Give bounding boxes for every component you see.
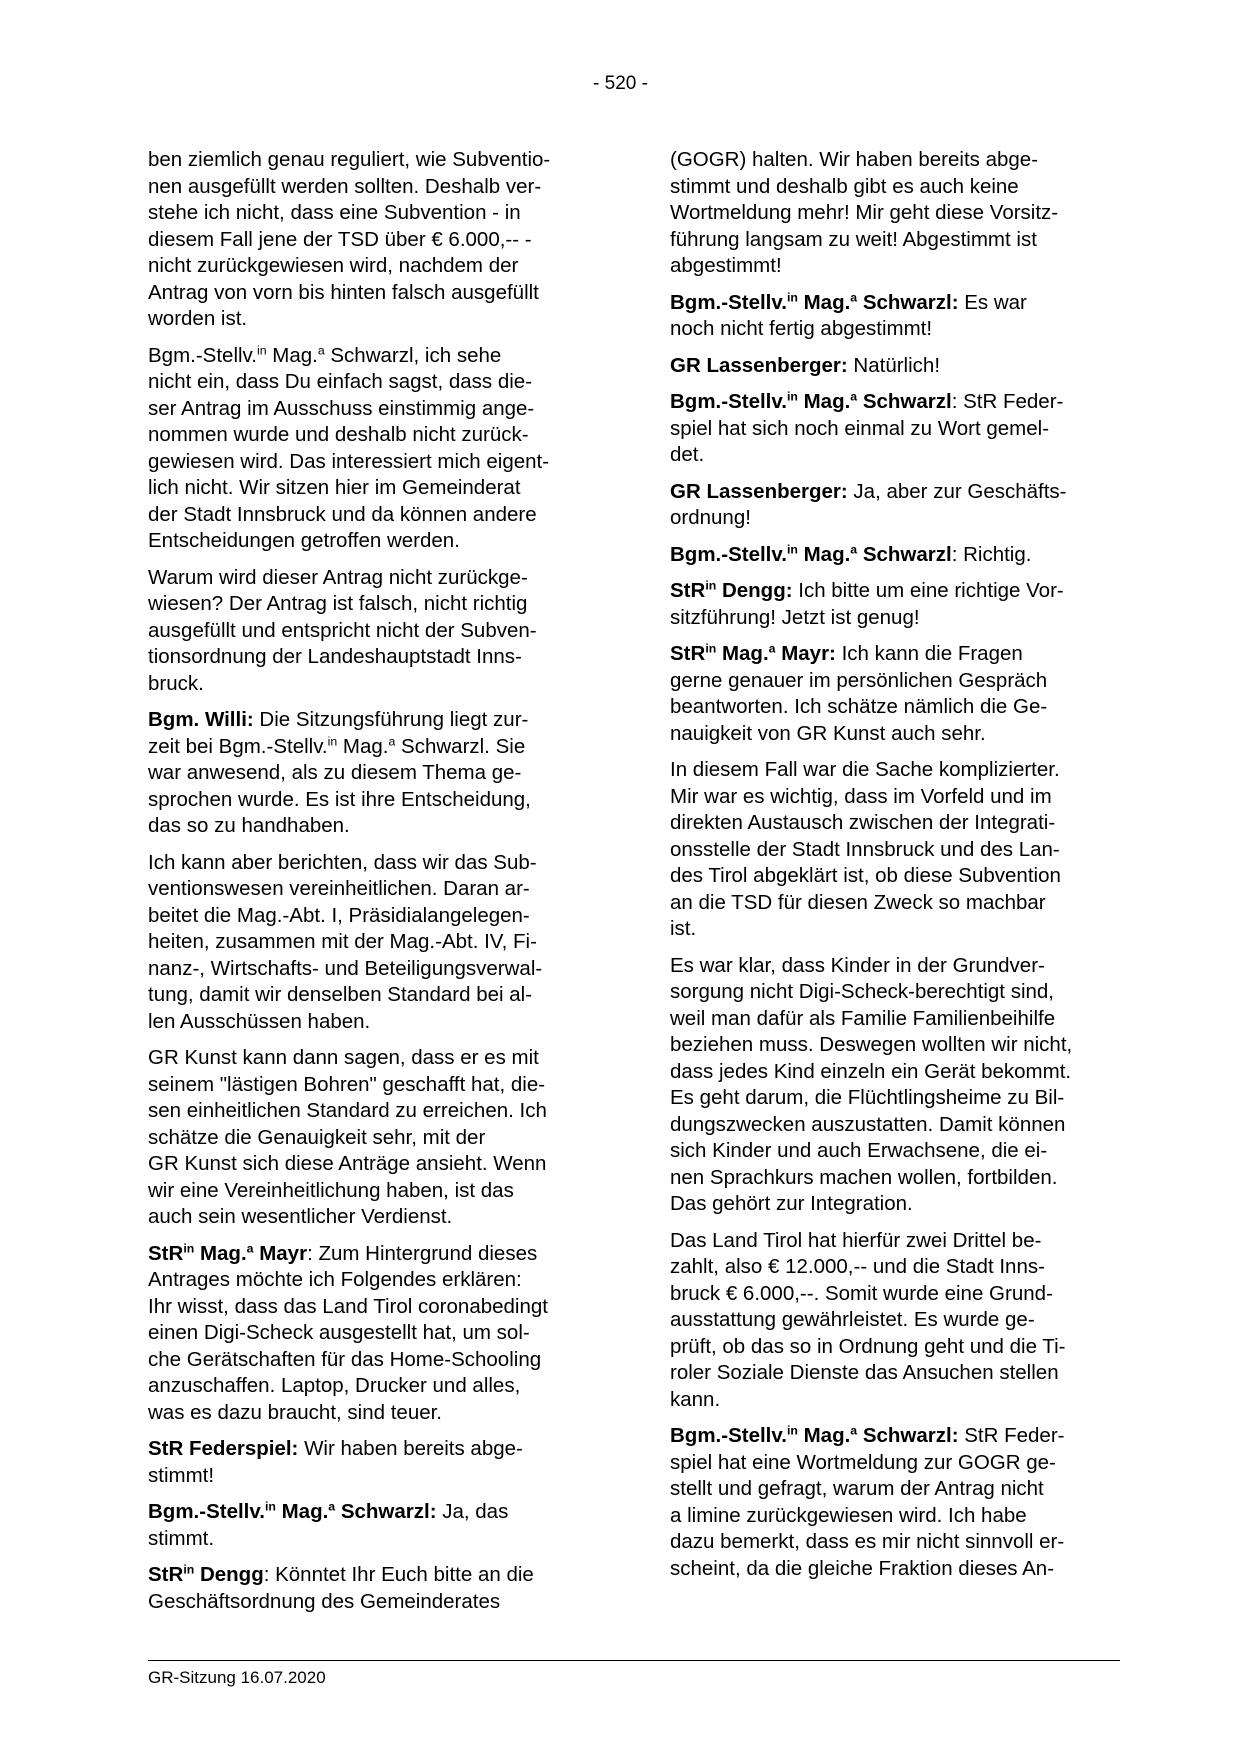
paragraph	[148, 1562, 595, 1615]
paragraph-text: Bgm.-Stellv.$^{in}$ Mag.$^a$ Schwarzl, ich sehe nicht ein, dass Du einfach sagst, dass die- ser Antrag im Ausschuss einstimmig ange- nommen wurde und deshalb nicht zurück- gewiesen wird. Das interessiert mich eigent- lich nicht. Wir sitzen hier im Gemeinderat der Stadt Innsbruck und da können andere Entscheidungen getroffen werden.	[148, 343, 550, 552]
paragraph	[670, 1228, 1117, 1414]
speaker-name: Bgm. Willi:	[148, 708, 254, 731]
paragraph	[670, 479, 1117, 532]
speaker-name: StR$^{in}$ Dengg:	[670, 578, 793, 602]
paragraph-text: Ja, das stimmt.	[148, 1500, 509, 1550]
paragraph-text: Wir haben bereits abge- stimmt!	[148, 1437, 523, 1487]
footer-text: GR-Sitzung 16.07.2020	[148, 1668, 326, 1687]
paragraph-text: : StR Feder- spiel hat sich noch einmal zu Wort gemel- det.	[670, 390, 1064, 466]
paragraph	[670, 542, 1117, 569]
paragraph	[148, 1241, 595, 1427]
paragraph-text: : Zum Hintergrund dieses Antrages möchte ich Folgendes erklären: Ihr wisst, dass das Land Tirol coronabedingt einen Digi-Scheck ausgestellt hat, um sol- che Gerätschaften für das Home-Schooling anzuschaffen. Laptop, Drucker und alles, was es dazu braucht, sind teuer.	[148, 1241, 548, 1424]
speaker-name: StR$^{in}$ Dengg	[148, 1562, 264, 1586]
paragraph-text: Warum wird dieser Antrag nicht zurückge- wiesen? Der Antrag ist falsch, nicht richtig ausgefüllt und entspricht nicht der Subven- tionsordnung der Landeshauptstadt Inns- bruck.	[148, 565, 537, 695]
paragraph-text: ben ziemlich genau reguliert, wie Subventio- nen ausgefüllt werden sollten. Deshalb ver- stehe ich nicht, dass eine Subvention - in diesem Fall jene der TSD über € 6.000,-- - nicht zurückgewiesen wird, nachdem der Antrag von vorn bis hinten falsch ausgefüllt worden ist.	[148, 148, 551, 330]
paragraph-text: In diesem Fall war die Sache komplizierter. Mir war es wichtig, dass im Vorfeld und im direkten Austausch zwischen der Integrati- onsstelle der Stadt Innsbruck und des Lan- des Tirol abgeklärt ist, ob diese Subvention an die TSD für diesen Zweck so machbar ist.	[670, 758, 1061, 940]
paragraph	[670, 389, 1117, 469]
paragraph	[148, 1499, 595, 1552]
paragraph	[148, 850, 595, 1036]
paragraph-text: Ich kann die Fragen gerne genauer im persönlichen Gespräch beantworten. Ich schätze nämlich die Ge- nauigkeit von GR Kunst auch sehr.	[670, 642, 1048, 745]
speaker-name: Bgm.-Stellv.$^{in}$ Mag.$^a$ Schwarzl:	[670, 1423, 959, 1447]
paragraph-text: (GOGR) halten. Wir haben bereits abge- stimmt und deshalb gibt es auch keine Wortmeldung mehr! Mir geht diese Vorsitz- führung langsam zu weit! Abgestimmt ist abgestimmt!	[670, 148, 1059, 277]
paragraph-text: Es war noch nicht fertig abgestimmt!	[670, 290, 1027, 340]
paragraph	[670, 147, 1117, 280]
paragraph-text: Ja, aber zur Geschäfts- ordnung!	[670, 479, 1067, 529]
paragraph-text: GR Kunst kann dann sagen, dass er es mit seinem "lästigen Bohren" geschafft hat, die- sen einheitlichen Standard zu erreichen. Ich schätze die Genauigkeit sehr, mit der GR Kunst sich diese Anträge ansieht. Wenn wir eine Vereinheitlichung haben, ist das auch sein wesentlicher Verdienst.	[148, 1046, 547, 1228]
footer-divider	[148, 1660, 1120, 1661]
paragraph-text: StR Feder- spiel hat eine Wortmeldung zur GOGR ge- stellt und gefragt, warum der Antrag nicht a limine zurückgewiesen wird. Ich habe dazu bemerkt, dass es mir nicht sinnvoll er- scheint, da die gleiche Fraktion dieses An-	[670, 1424, 1065, 1580]
paragraph	[148, 1436, 595, 1489]
speaker-name: GR Lassenberger:	[670, 479, 848, 503]
speaker-name: Bgm.-Stellv.$^{in}$ Mag.$^a$ Schwarzl:	[670, 290, 959, 314]
paragraph	[670, 353, 1117, 380]
paragraph-text: Die Sitzungsführung liegt zur- zeit bei Bgm.-Stellv.$^{in}$ Mag.$^a$ Schwarzl. Sie war anwesend, als zu diesem Thema ge- sprochen wurde. Es ist ihre Entscheidung, das so zu handhaben.	[148, 708, 531, 837]
paragraph-text: : Könntet Ihr Euch bitte an die Geschäftsordnung des Gemeinderates	[148, 1563, 534, 1613]
paragraph	[670, 641, 1117, 747]
speaker-name: Bgm.-Stellv.$^{in}$ Mag.$^a$ Schwarzl	[670, 542, 952, 566]
paragraph-text: : Richtig.	[951, 542, 1032, 566]
speaker-name: StR$^{in}$ Mag.$^a$ Mayr	[148, 1241, 308, 1265]
left-column	[148, 147, 595, 1625]
page-number: - 520 -	[593, 73, 648, 94]
speaker-name: StR$^{in}$ Mag.$^a$ Mayr:	[670, 641, 836, 665]
paragraph	[670, 1423, 1117, 1582]
paragraph	[148, 565, 595, 698]
paragraph	[148, 707, 595, 840]
speaker-name: StR Federspiel:	[148, 1437, 299, 1460]
paragraph-text: Natürlich!	[847, 353, 941, 377]
speaker-name: Bgm.-Stellv.$^{in}$ Mag.$^a$ Schwarzl:	[148, 1499, 437, 1523]
paragraph	[670, 953, 1117, 1218]
paragraph	[148, 343, 595, 555]
speaker-name: GR Lassenberger:	[670, 353, 848, 377]
paragraph	[670, 757, 1117, 943]
paragraph-text: Ich kann aber berichten, dass wir das Sub- ventionswesen vereinheitlichen. Daran ar- beitet die Mag.-Abt. I, Präsidialangelegen- heiten, zusammen mit der Mag.-Abt. IV, Fi- nanz-, Wirtschafts- und Beteiligungsverwal- tung, damit wir denselben Standard bei al- len Ausschüssen haben.	[148, 850, 543, 1033]
paragraph-text: Das Land Tirol hat hierfür zwei Drittel be- zahlt, also € 12.000,-- und die Stadt Inns- bruck € 6.000,--. Somit wurde eine Grund- ausstattung gewährleistet. Es wurde ge- prüft, ob das so in Ordnung geht und die Ti- roler Soziale Dienste das Ansuchen stellen kann.	[670, 1228, 1066, 1411]
speaker-name: Bgm.-Stellv.$^{in}$ Mag.$^a$ Schwarzl	[670, 389, 952, 413]
paragraph	[670, 578, 1117, 631]
paragraph	[670, 290, 1117, 343]
paragraph	[148, 1045, 595, 1231]
right-column	[670, 147, 1117, 1592]
paragraph-text: Es war klar, dass Kinder in der Grundver- sorgung nicht Digi-Scheck-berechtigt sind, weil man dafür als Familie Familienbeihilfe beziehen muss. Deswegen wollten wir nicht, dass jedes Kind einzeln ein Gerät bekommt. Es geht darum, die Flüchtlingsheime zu Bil- dungszwecken auszustatten. Damit können sich Kinder und auch Erwachsene, die ei- nen Sprachkurs machen wollen, fortbilden. Das gehört zur Integration.	[670, 953, 1073, 1215]
paragraph	[148, 147, 595, 333]
paragraph-text: Ich bitte um eine richtige Vor- sitzführung! Jetzt ist genug!	[670, 579, 1064, 629]
